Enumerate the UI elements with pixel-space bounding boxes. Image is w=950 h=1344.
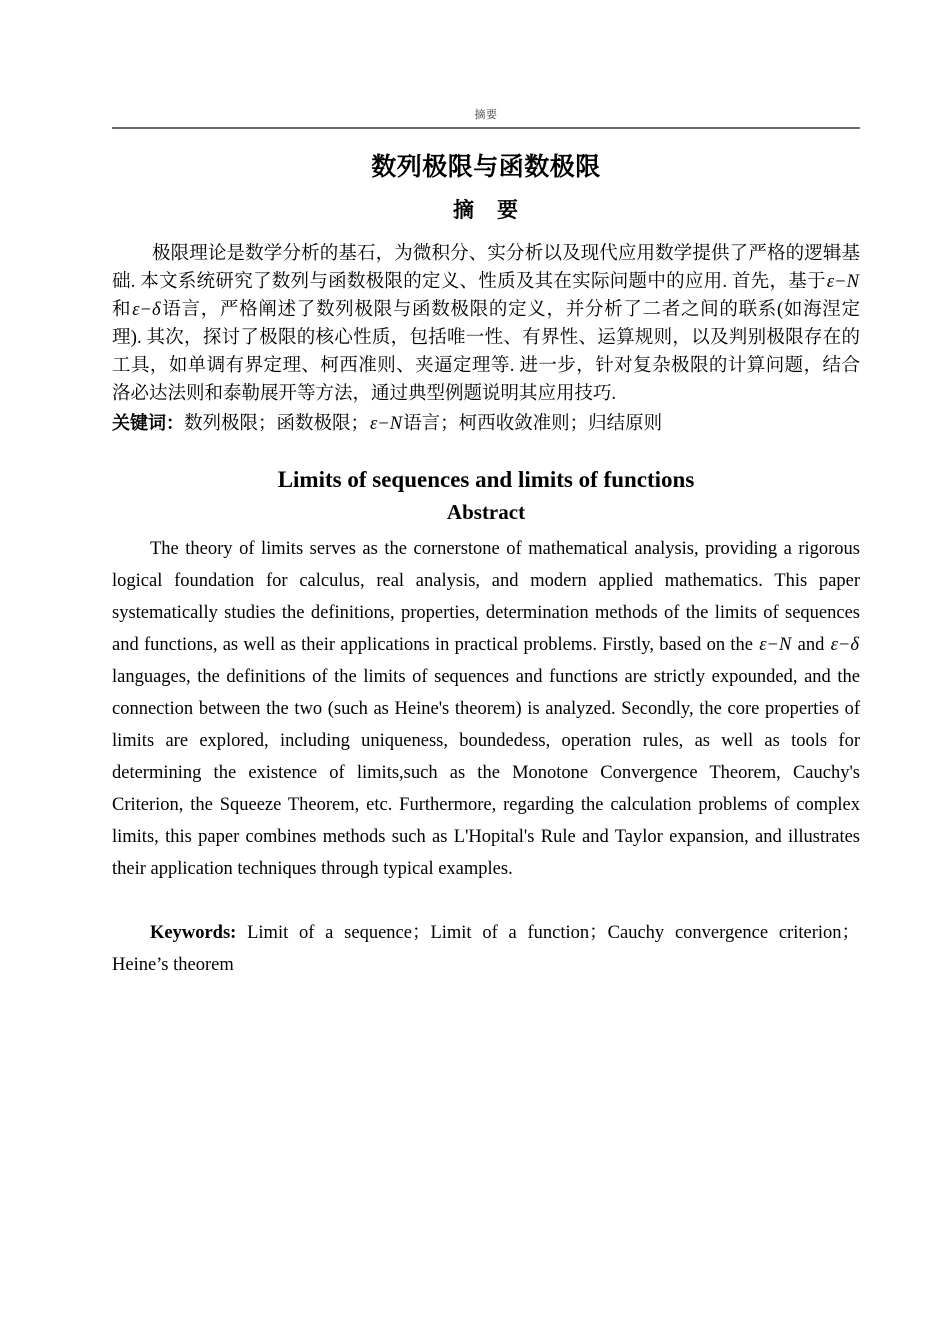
english-document-title: Limits of sequences and limits of functions xyxy=(277,467,695,492)
english-abstract-paragraph: The theory of limits serves as the cornerstone of mathematical analysis, providing a rigorous logical foundation for calculus, real analysis, and modern applied mathematics. This paper systematically studies the definitions, properties, determination methods of the limits of sequences and functions, as well as their applications in practical problems. Firstly, based on the ε−N and ε−δ languages, the definitions of the limits of sequences and functions are strictly expounded, and the connection between the two (such as Heine's theorem) is analyzed. Secondly, the core properties of limits are explored, including uniqueness, boundedess, operation rules, as well as tools for determining the existence of limits,such as the Monotone Convergence Theorem, Cauchy's Criterion, the Squeeze Theorem, etc. Furthermore, regarding the calculation problems of complex limits, this paper combines methods such as L'Hopital's Rule and Taylor expansion, and illustrates their application techniques through typical examples. xyxy=(112,539,860,879)
english-keywords-value: Limit of a sequence；Limit of a function；Cauchy convergence criterion；Heine’s theorem xyxy=(112,923,861,975)
epsilon-n-symbol-english: ε−N xyxy=(759,635,792,655)
header-divider-rule xyxy=(112,127,860,129)
chinese-keywords-label: 关键词： xyxy=(112,413,184,434)
english-keywords-label: Keywords: xyxy=(150,923,237,943)
chinese-keywords-line xyxy=(112,410,860,438)
epsilon-n-symbol: ε−N xyxy=(826,272,859,292)
english-keywords-line xyxy=(112,917,860,981)
epsilon-delta-symbol: ε−δ xyxy=(132,300,161,320)
chinese-abstract-paragraph: 极限理论是数学分析的基石，为微积分、实分析以及现代应用数学提供了严格的逻辑基础. 本文系统研究了数列与函数极限的定义、性质及其在实际问题中的应用. 首先，基于ε−N和ε−δ语言，严格阐述了数列极限与函数极限的定义，并分析了二者之间的联系(如海涅定理). 其次，探讨了极限的核心性质，包括唯一性、有界性、运算规则，以及判别极限存在的工具，如单调有界定理、柯西准则、夹逼定理等. 进一步，针对复杂极限的计算问题，结合洛必达法则和泰勒展开等方法，通过典型例题说明其应用技巧. xyxy=(112,244,860,404)
running-header-text: 摘要 xyxy=(474,108,498,121)
english-abstract-heading: Abstract xyxy=(446,500,526,524)
running-header xyxy=(112,0,860,122)
chinese-document-title: 数列极限与函数极限 xyxy=(371,152,601,181)
epsilon-n-symbol-keywords: ε−N xyxy=(370,414,403,434)
chinese-keywords-value: 数列极限；函数极限；ε−N语言；柯西收敛准则；归结原则 xyxy=(184,414,663,434)
page-content xyxy=(112,0,860,981)
epsilon-delta-symbol-english: ε−δ xyxy=(830,635,859,655)
chinese-abstract-heading: 摘 要 xyxy=(453,198,519,222)
